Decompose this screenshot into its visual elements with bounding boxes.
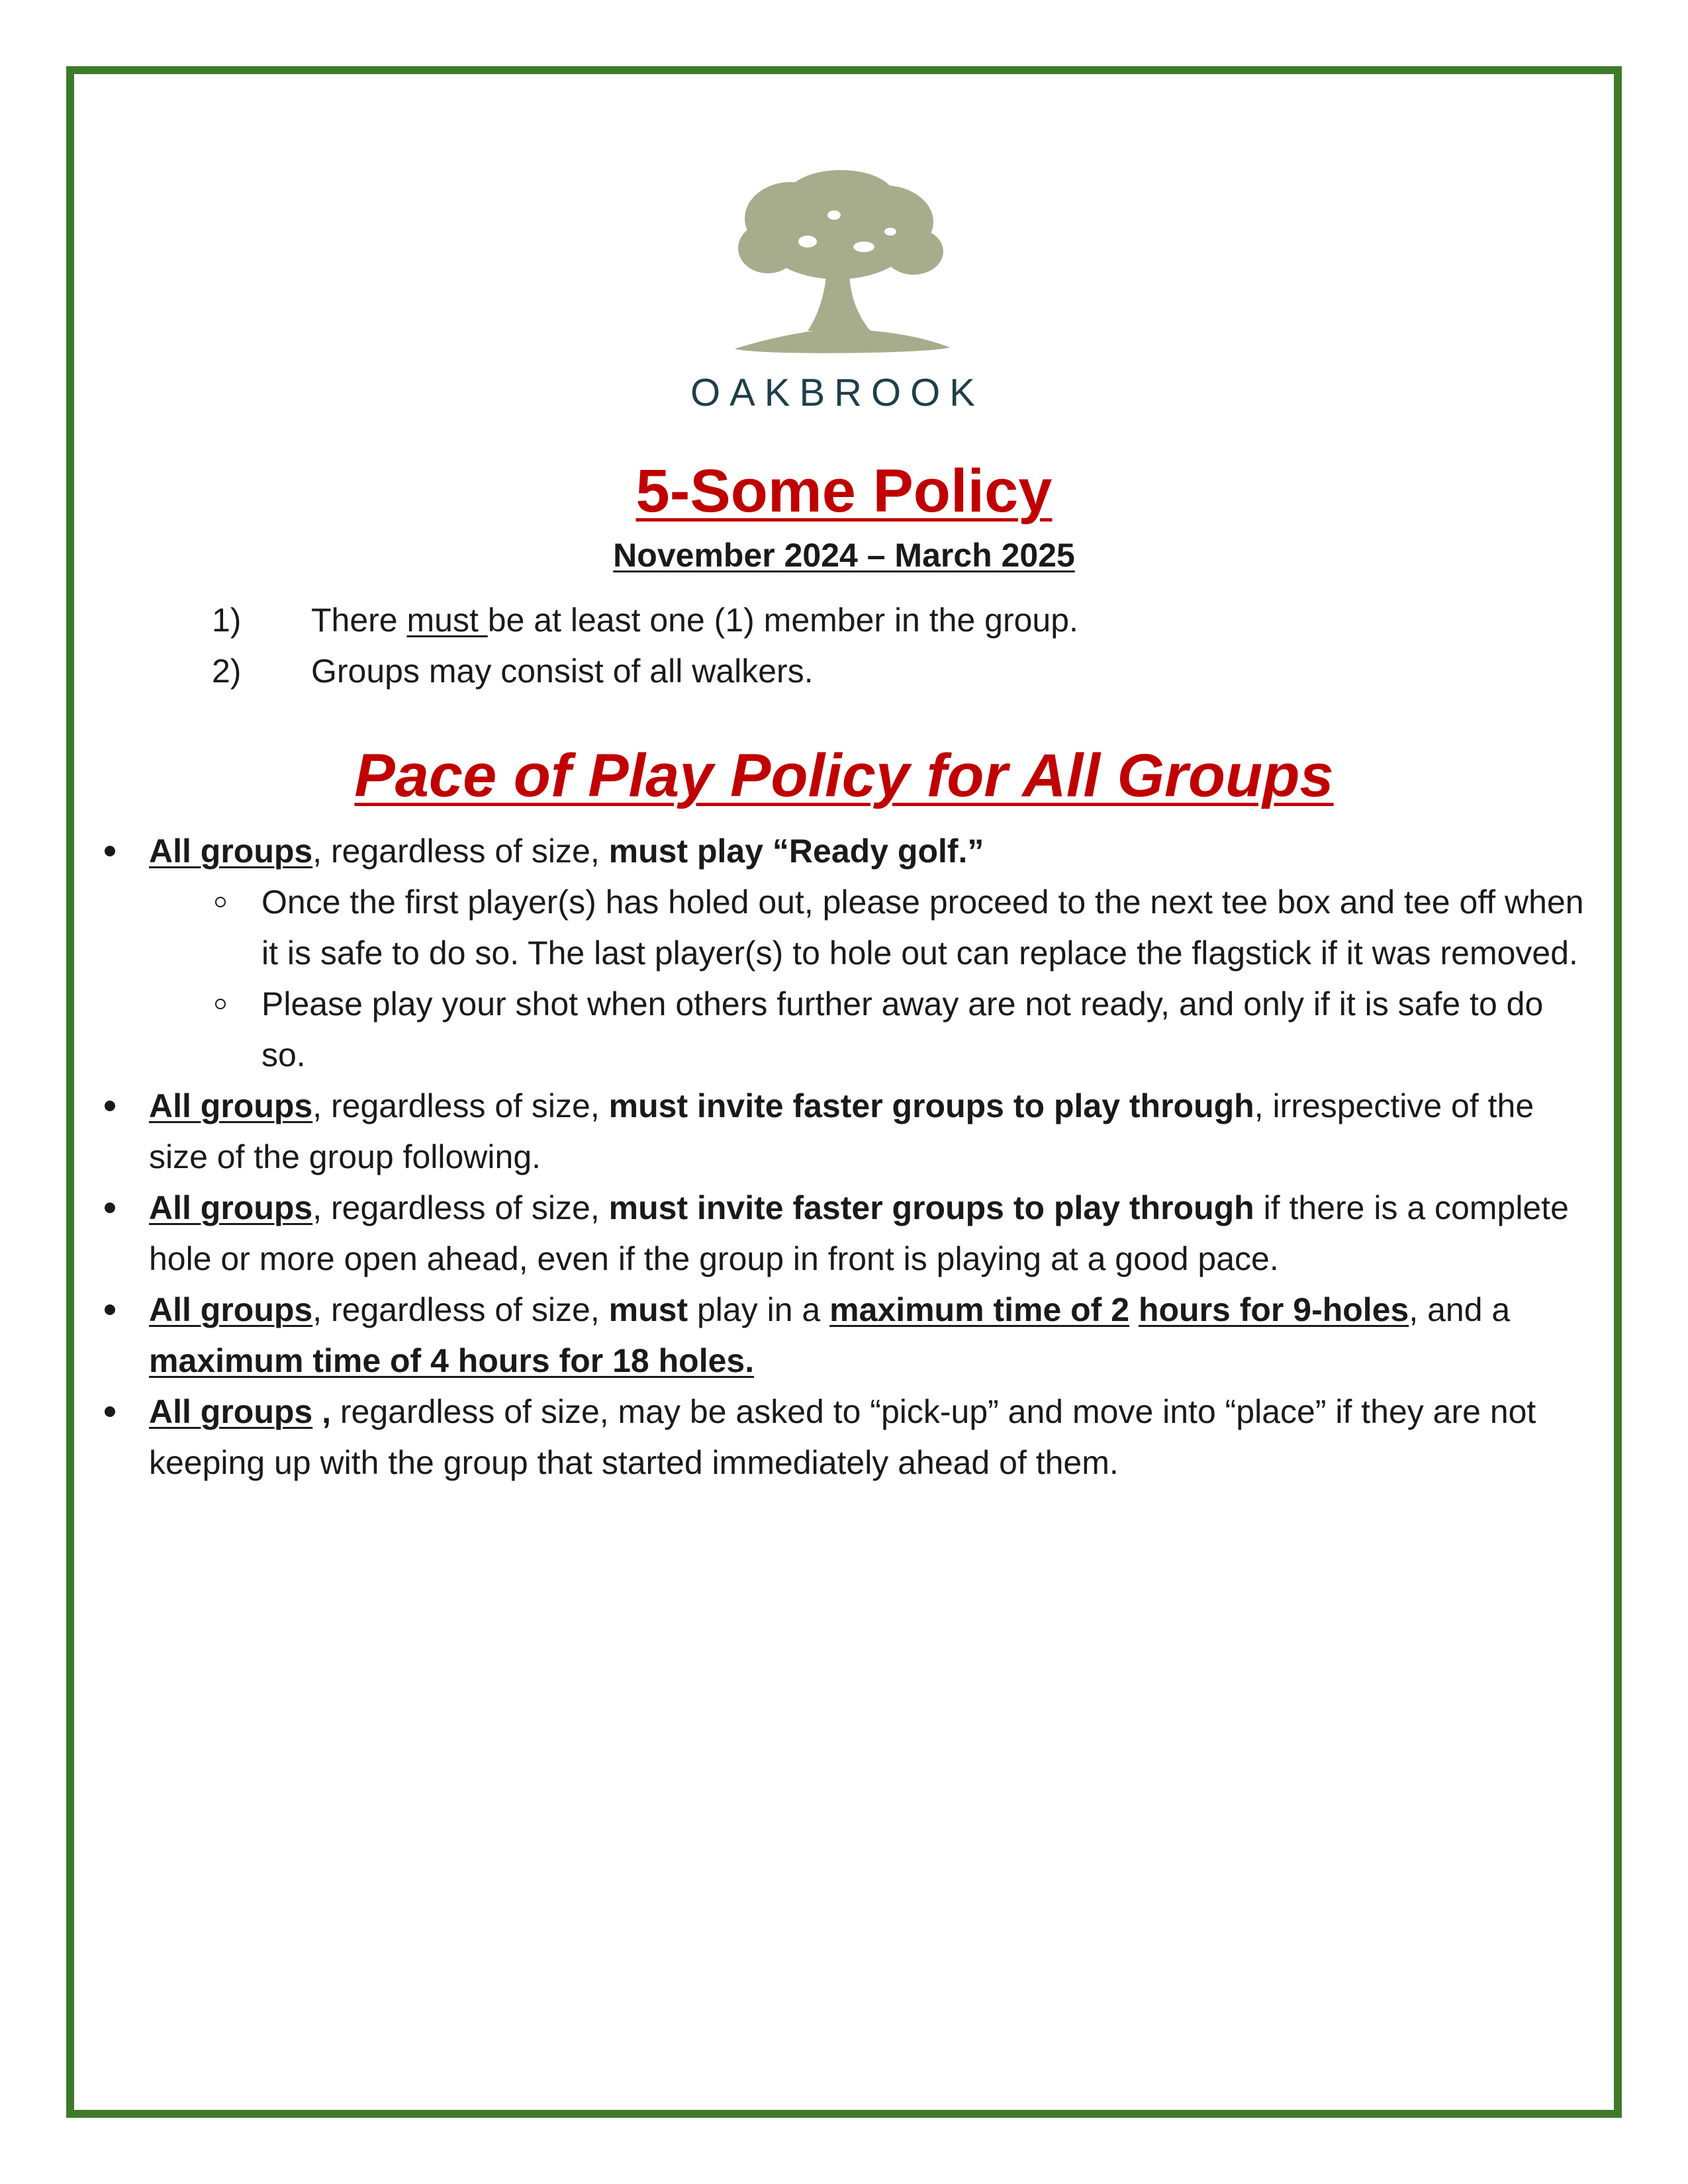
rule-number: 2) <box>212 652 242 690</box>
pace-rule: All groups, regardless of size, must invite faster groups to play through if there is a complete hole or more open ahead, even if the group in front is playing at a good pace. <box>99 1183 1589 1285</box>
rule-item <box>212 645 1470 696</box>
bullet-icon <box>105 1101 115 1111</box>
oak-tree-icon <box>728 169 953 367</box>
pace-rule: All groups, regardless of size, must play “Ready golf.” <box>99 826 1589 877</box>
rule-text: There must be at least one (1) member in the group. <box>311 601 1078 639</box>
date-range: November 2024 – March 2025 <box>613 537 1075 574</box>
bullet-icon <box>105 1304 115 1315</box>
sub-bullet-icon <box>215 897 226 907</box>
pace-rule: All groups, regardless of size, must invite faster groups to play through, irrespective of the size of the group following. <box>99 1081 1589 1183</box>
pace-title: Pace of Play Policy for All Groups <box>354 742 1334 809</box>
five-some-rules <box>212 594 1470 696</box>
bullet-icon <box>105 1203 115 1213</box>
rule-item <box>212 594 1470 645</box>
five-some-title: 5-Some Policy <box>635 457 1053 525</box>
pace-rules <box>99 826 1589 1488</box>
pace-subrule: Once the first player(s) has holed out, please proceed to the next tee box and tee off when it is safe to do so. The last player(s) to hole out can replace the flagstick if it was removed. <box>99 877 1589 979</box>
rule-emphasis: must <box>406 601 488 639</box>
bullet-icon <box>105 1406 115 1417</box>
pace-rule: All groups, regardless of size, must play in a maximum time of 2 hours for 9-holes, and a maximum time of 4 hours for 18 holes. <box>99 1285 1589 1387</box>
pace-subrule: Please play your shot when others further away are not ready, and only if it is safe to do so. <box>99 979 1589 1081</box>
pace-rule: All groups , regardless of size, may be asked to “pick-up” and move into “place” if they are not keeping up with the group that started immediately ahead of them. <box>99 1387 1589 1488</box>
rule-text: Groups may consist of all walkers. <box>311 652 814 690</box>
rule-number: 1) <box>212 601 242 639</box>
sub-bullet-icon <box>215 999 226 1009</box>
brand-wordmark: OAKBROOK <box>690 371 984 414</box>
bullet-icon <box>105 846 115 856</box>
